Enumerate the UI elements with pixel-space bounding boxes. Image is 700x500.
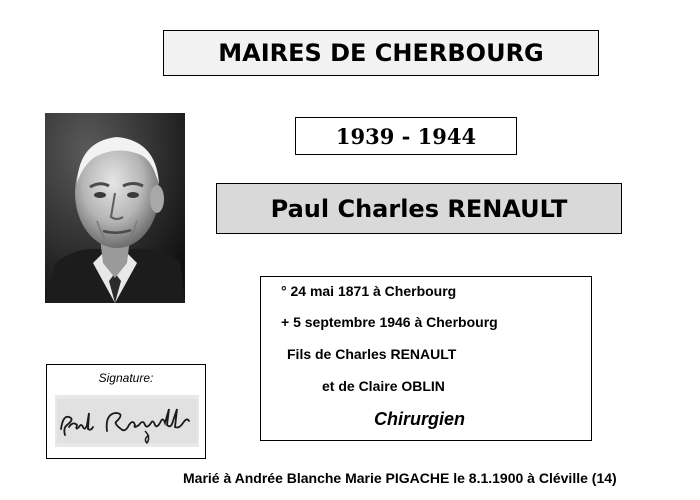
signature-box bbox=[46, 364, 206, 459]
portrait-image bbox=[45, 113, 185, 303]
father-info: Fils de Charles RENAULT bbox=[287, 346, 457, 362]
mayor-name-box bbox=[216, 183, 622, 234]
death-info: + 5 septembre 1946 à Cherbourg bbox=[281, 314, 498, 330]
marriage-info: Marié à Andrée Blanche Marie PIGACHE le 8.1.1900 à Cléville (14) bbox=[183, 470, 617, 486]
page-title: MAIRES DE CHERBOURG bbox=[218, 39, 544, 67]
mayor-name: Paul Charles RENAULT bbox=[270, 194, 568, 223]
profession: Chirurgien bbox=[374, 409, 466, 429]
birth-info: ° 24 mai 1871 à Cherbourg bbox=[281, 283, 457, 299]
term-years-box bbox=[295, 117, 517, 155]
signature-label: Signature: bbox=[98, 371, 154, 385]
page-title-box bbox=[163, 30, 599, 76]
term-years: 1939 - 1944 bbox=[335, 123, 477, 149]
portrait-photo bbox=[45, 113, 185, 303]
mother-info: et de Claire OBLIN bbox=[322, 378, 445, 394]
signature-image bbox=[55, 395, 199, 447]
